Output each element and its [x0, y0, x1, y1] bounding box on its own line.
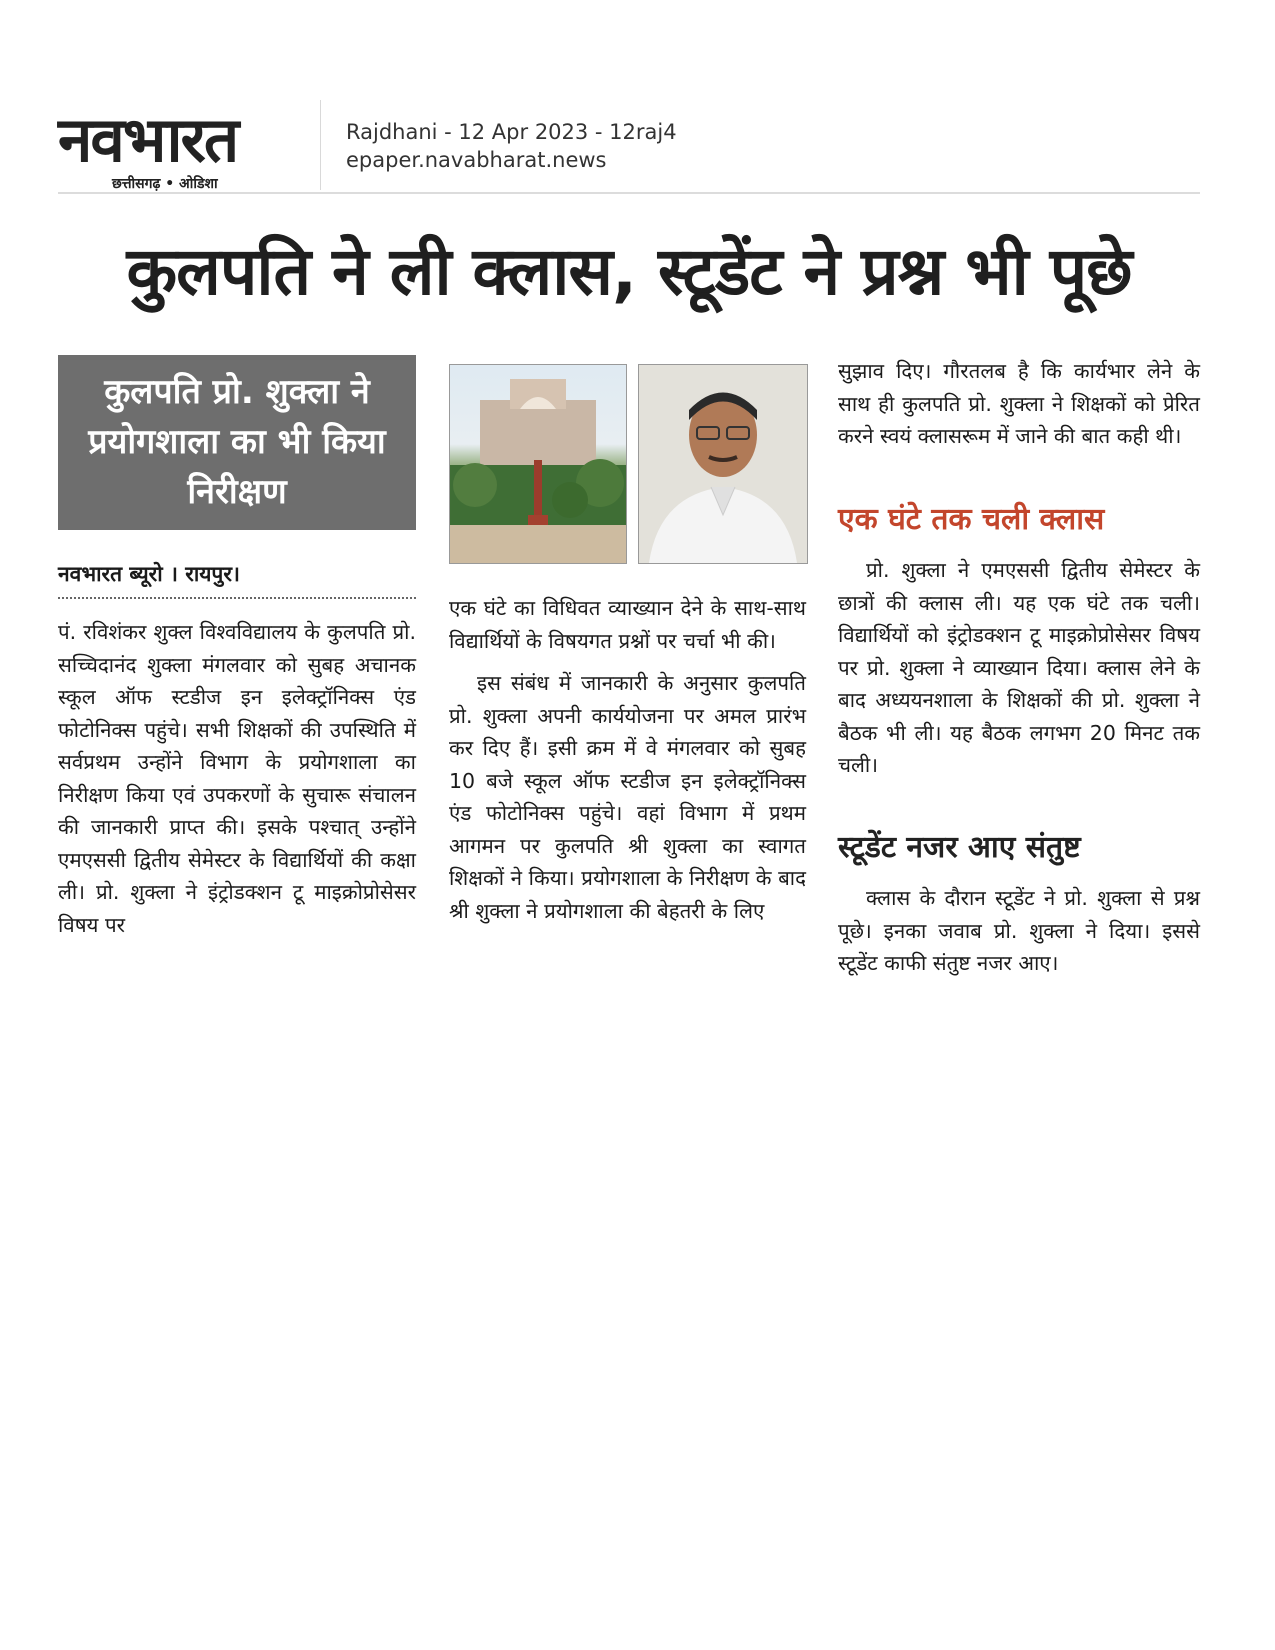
section-heading-students-satisfied: स्टूडेंट नजर आए संतुष्ट: [838, 830, 1081, 865]
article-column-3a: [838, 355, 1200, 463]
column2-paragraph-2: इस संबंध में जानकारी के अनुसार कुलपति प्रो. शुक्ला अपनी कार्ययोजना पर अमल प्रारंभ कर दिए हैं। इसी क्रम में वे मंगलवार को सुबह 10 बजे स्कूल ऑफ स्टडीज इन इलेक्ट्रॉनिक्स एंड फोटोनिक्स पहुंचे। वहां विभाग में प्रथम आगमन पर कुलपति श्री शुक्ला का स्वागत शिक्षकों ने किया। प्रयोगशाला के निरीक्षण के बाद श्री शुक्ला ने प्रयोगशाला की बेहतरी के लिए: [449, 671, 806, 923]
article-column-2: [449, 592, 806, 937]
portrait-photo: [638, 364, 808, 564]
masthead: [58, 100, 1200, 196]
section-heading-class-duration: एक घंटे तक चली क्लास: [838, 502, 1105, 537]
logo-divider: [320, 100, 321, 190]
article-column-3c: [838, 882, 1200, 990]
byline-divider: [58, 597, 416, 599]
logo-subtitle: छत्तीसगढ़ • ओडिशा: [112, 176, 218, 192]
campus-photo: [449, 364, 627, 564]
column2-paragraph-1: एक घंटे का विधिवत व्याख्यान देने के साथ-साथ विद्यार्थियों के विषयगत प्रश्नों पर चर्चा भी की।: [449, 596, 806, 653]
article-column-1: [58, 616, 416, 951]
column1-paragraph: पं. रविशंकर शुक्ल विश्वविद्यालय के कुलपति प्रो. सच्चिदानंद शुक्ला मंगलवार को सुबह अचानक स्कूल ऑफ स्टडीज इन इलेक्ट्रॉनिक्स एंड फोटोनिक्स पहुंचे। सभी शिक्षकों की उपस्थिति में सर्वप्रथम उन्होंने विभाग के प्रयोगशाला का निरीक्षण किया एवं उपकरणों के सुचारू संचालन की जानकारी प्राप्त की। इसके पश्चात् उन्होंने एमएससी द्वितीय सेमेस्टर के विद्यार्थियों की कक्षा ली। प्रो. शुक्ला ने इंट्रोडक्शन टू माइक्रोप्रोसेसर विषय पर: [58, 620, 416, 937]
campus-photo-illustration: [450, 365, 626, 563]
logo-title: नवभारत: [58, 103, 238, 176]
byline: नवभारत ब्यूरो । रायपुर।: [58, 562, 240, 586]
article-column-3b: [838, 554, 1200, 792]
epaper-url: epaper.navabharat.news: [346, 148, 607, 172]
portrait-illustration: [639, 365, 807, 563]
edition-info: [346, 118, 677, 174]
subhead-box: कुलपति प्रो. शुक्ला ने प्रयोगशाला का भी किया निरीक्षण: [58, 355, 416, 530]
newspaper-logo: [58, 103, 323, 194]
column3-paragraph-3: क्लास के दौरान स्टूडेंट ने प्रो. शुक्ला से प्रश्न पूछे। इनका जवाब प्रो. शुक्ला ने दिया। इससे स्टूडेंट काफी संतुष्ट नजर आए।: [838, 886, 1200, 975]
column3-paragraph-2: प्रो. शुक्ला ने एमएससी द्वितीय सेमेस्टर के छात्रों की क्लास ली। यह एक घंटे तक चली। विद्यार्थियों को इंट्रोडक्शन टू माइक्रोप्रोसेसर विषय पर प्रो. शुक्ला ने व्याख्यान दिया। क्लास लेने के बाद अध्ययनशाला के शिक्षकों की प्रो. शुक्ला ने बैठक भी ली। यह बैठक लगभग 20 मिनट तक चली।: [838, 558, 1200, 777]
edition-line: Rajdhani - 12 Apr 2023 - 12raj4: [346, 120, 677, 144]
column3-paragraph-1: सुझाव दिए। गौरतलब है कि कार्यभार लेने के साथ ही कुलपति प्रो. शुक्ला ने शिक्षकों को प्रेरित करने स्वयं क्लासरूम में जाने की बात कही थी।: [838, 359, 1200, 448]
headline: कुलपति ने ली क्लास, स्टूडेंट ने प्रश्न भी पूछे: [126, 233, 1132, 310]
masthead-rule: [58, 192, 1200, 194]
